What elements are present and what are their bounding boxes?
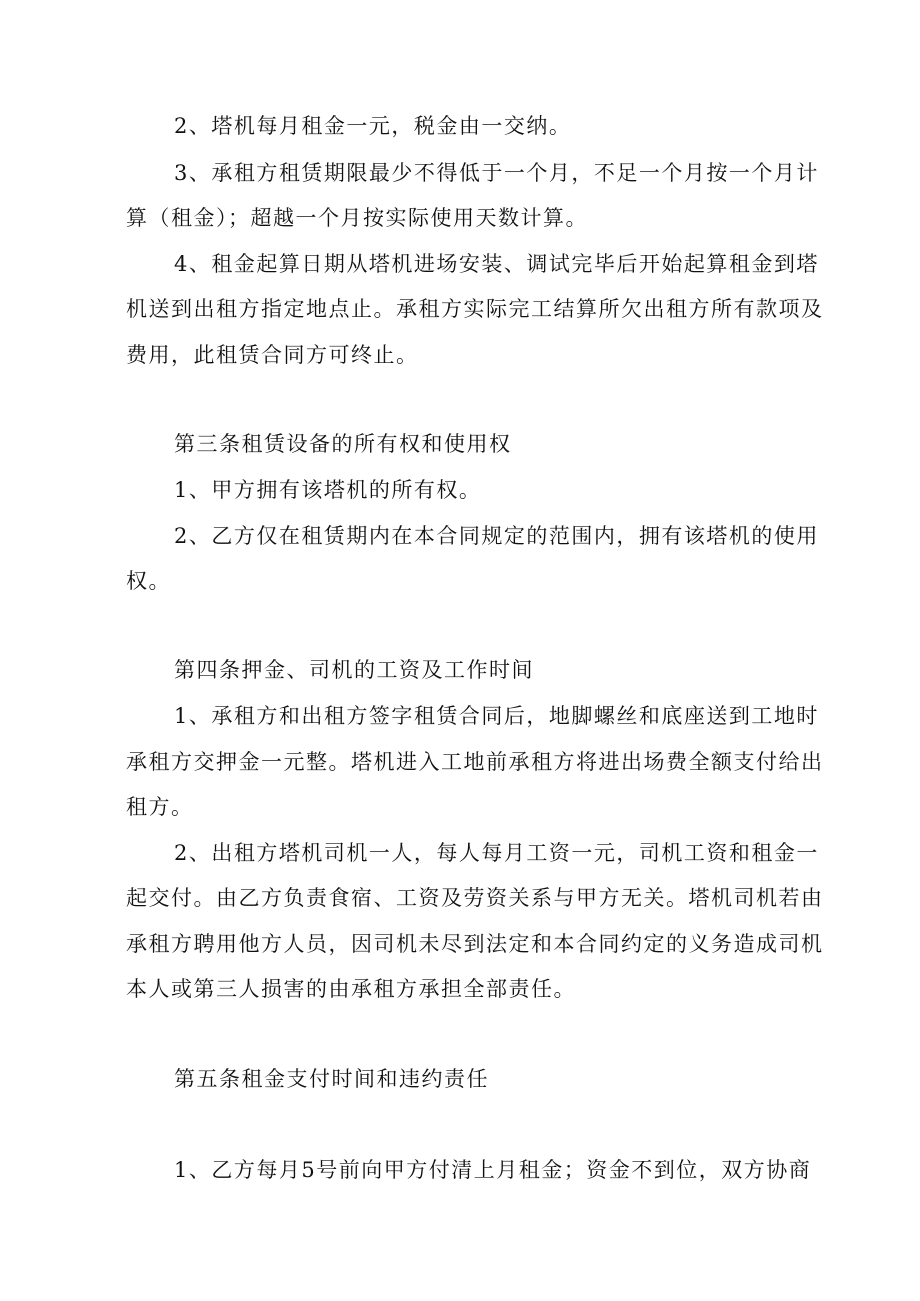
section-4-item-2-line-2: 起交付。由乙方负责食宿、工资及劳资关系与甲方无关。塔机司机若由 [126,886,824,910]
section-4-item-2-line-4: 本人或第三人损害的由承租方承担全部责任。 [126,977,576,1001]
section-4-item-2-line-3: 承租方聘用他方人员，因司机未尽到法定和本合同约定的义务造成司机 [126,932,824,956]
section-3-item-1: 1、甲方拥有该塔机的所有权。 [174,478,482,502]
clause-3-line-1: 3、承租方租赁期限最少不得低于一个月，不足一个月按一个月计 [174,161,819,185]
section-4-item-1-line-1: 1、承租方和出租方签字租赁合同后，地脚螺丝和底座送到工地时 [174,704,819,728]
section-4-item-1-line-3: 租方。 [126,795,194,819]
section-4-heading: 第四条押金、司机的工资及工作时间 [174,658,534,682]
section-5-heading: 第五条租金支付时间和违约责任 [174,1067,489,1091]
clause-4-line-3: 费用，此租赁合同方可终止。 [126,343,419,367]
section-4-item-1-line-2: 承租方交押金一元整。塔机进入工地前承租方将进出场费全额支付给出 [126,750,824,774]
section-3-item-2-line-1: 2、乙方仅在租赁期内在本合同规定的范围内，拥有该塔机的使用 [174,524,819,548]
clause-4-line-1: 4、租金起算日期从塔机进场安装、调试完毕后开始起算租金到塔 [174,252,819,276]
section-5-item-1-line-1: 1、乙方每月5号前向甲方付清上月租金；资金不到位，双方协商 [174,1158,812,1182]
section-3-item-2-line-2: 权。 [126,569,171,593]
clause-3-line-2: 算（租金）；超越一个月按实际使用天数计算。 [126,206,588,230]
clause-4-line-2: 机送到出租方指定地点止。承租方实际完工结算所欠出租方所有款项及 [126,297,824,321]
section-4-item-2-line-1: 2、出租方塔机司机一人，每人每月工资一元，司机工资和租金一 [174,841,819,865]
clause-2-monthly-rent: 2、塔机每月租金一元，税金由一交纳。 [174,114,572,138]
section-3-heading: 第三条租赁设备的所有权和使用权 [174,432,512,456]
